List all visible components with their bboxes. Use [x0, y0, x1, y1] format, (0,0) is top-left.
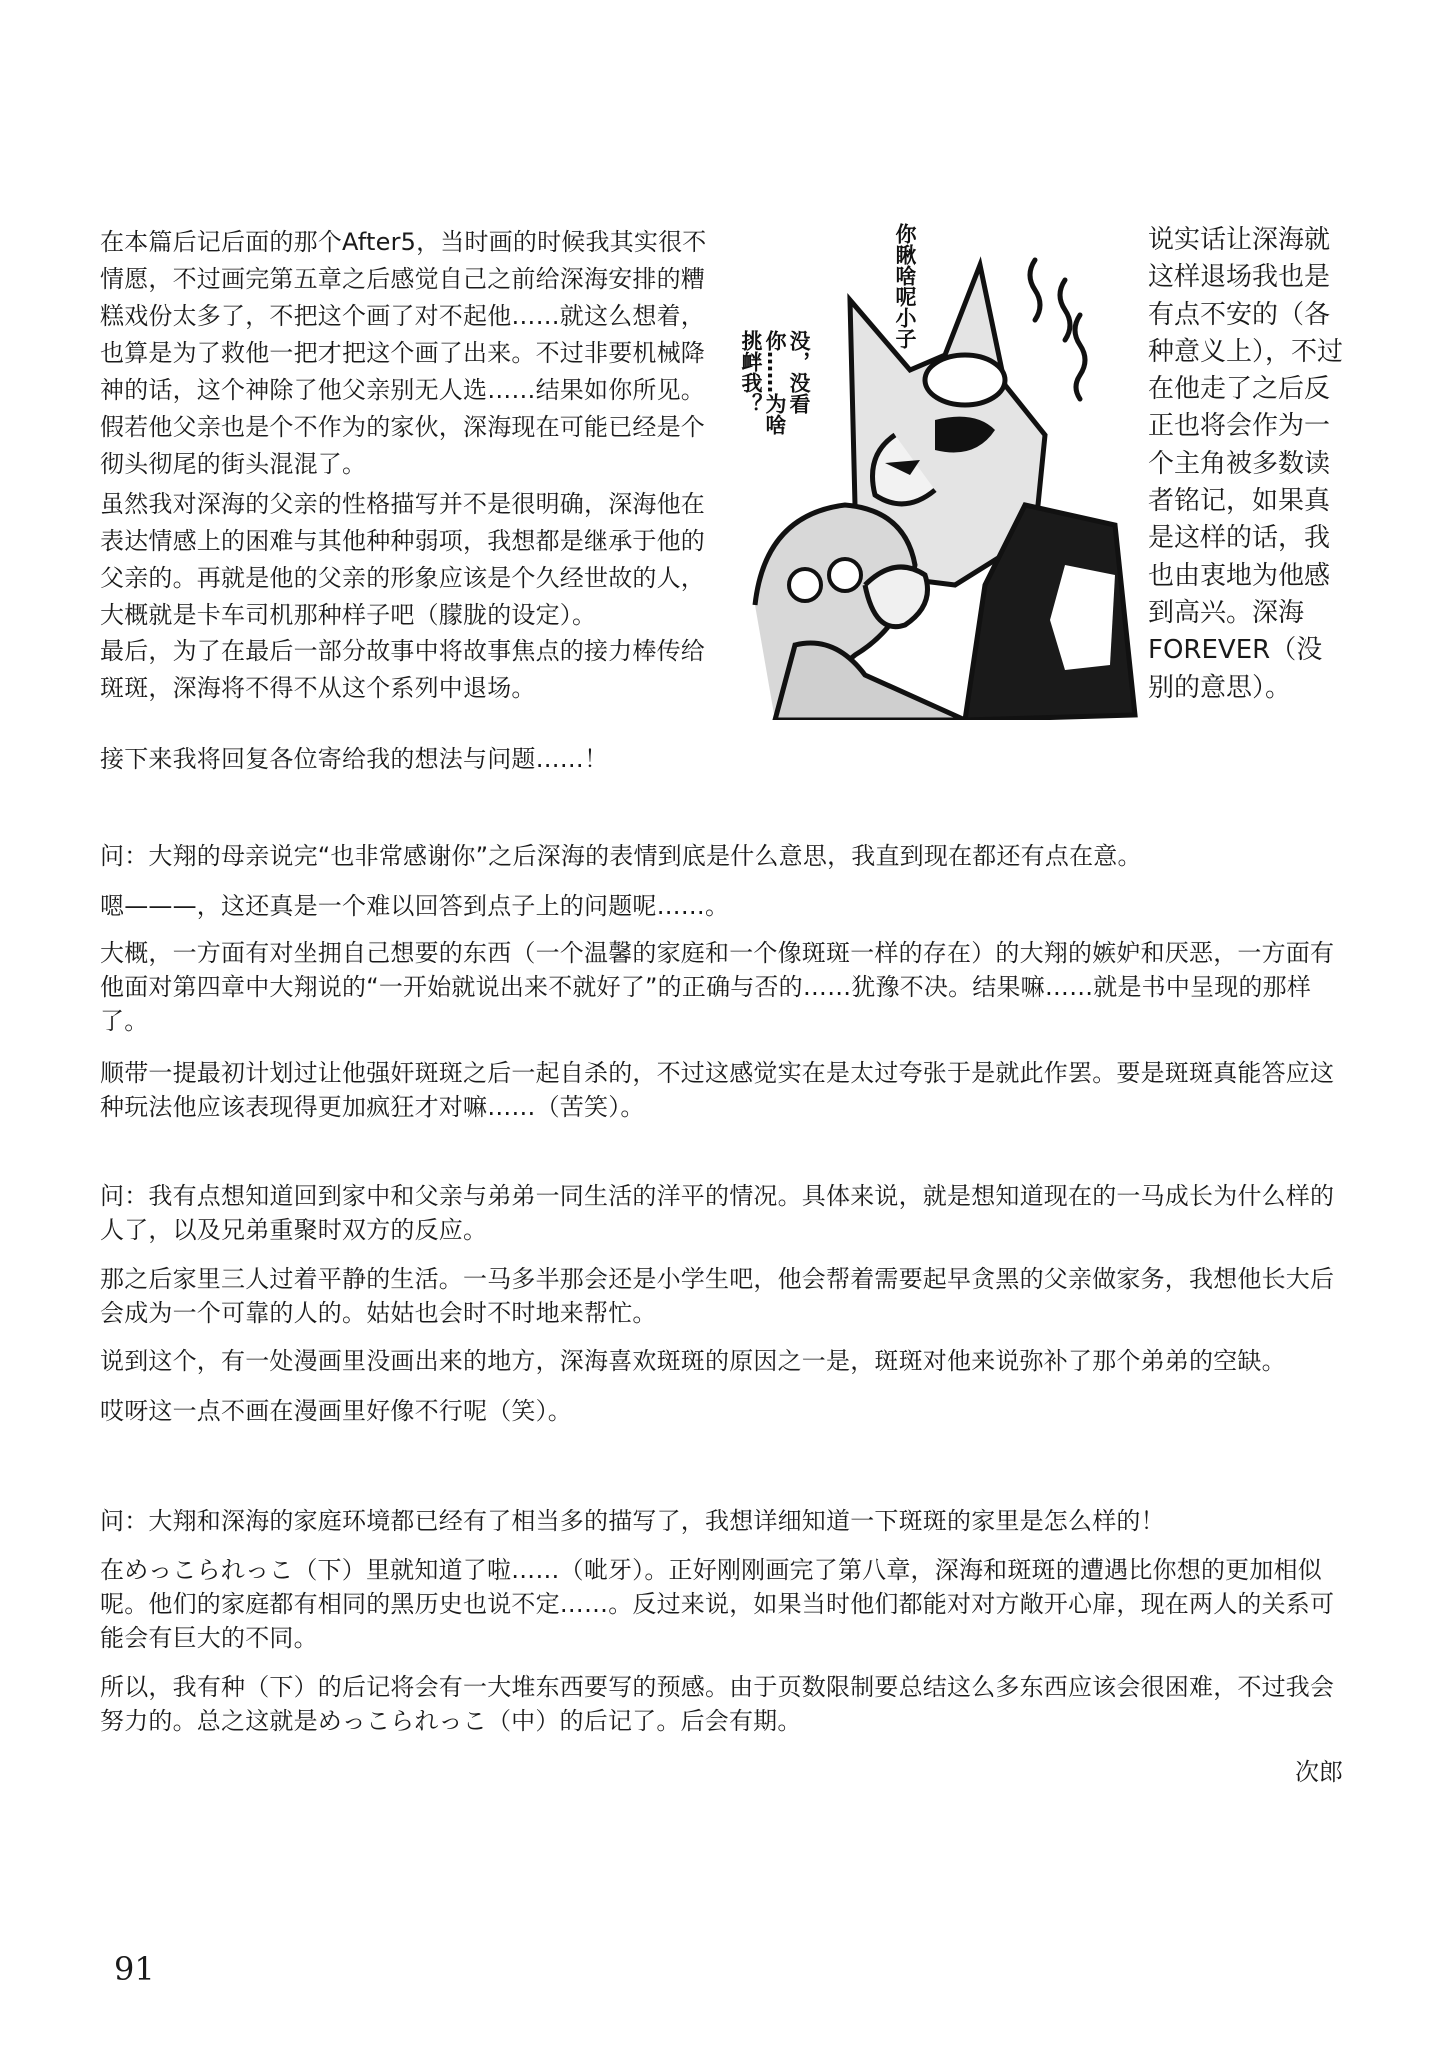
intro-paragraph-3: 最后，为了在最后一部分故事中将故事焦点的接力棒传给斑斑，深海将不得不从这个系列中退场。	[100, 637, 705, 702]
answer-2-paragraph-2: 说到这个，有一处漫画里没画出来的地方，深海喜欢斑斑的原因之一是，斑斑对他来说弥补了那个弟弟的空缺。	[100, 1347, 1286, 1375]
page-number: 91	[114, 1950, 155, 1988]
answer-1-paragraph-3: 顺带一提最初计划过让他强奸斑斑之后一起自杀的，不过这感觉实在是太过夸张于是就此作罢。要是斑斑真能答应这种玩法他应该表现得更加疯狂才对嘛……（苦笑）。	[100, 1059, 1335, 1121]
speech-line: 你瞅啥呢	[893, 223, 917, 307]
intro-paragraph-2: 虽然我对深海的父亲的性格描写并不是很明确，深海他在表达情感上的困难与其他种种弱项，我想都是继承于他的父亲的。再就是他的父亲的形象应该是个久经世故的人，大概就是卡车司机那种样子吧（朦胧的设定）。	[100, 490, 705, 629]
speech-line: 为啥挑衅	[739, 330, 787, 435]
answer-3-paragraph-1: 在めっこられっこ（下）里就知道了啦……（呲牙）。正好刚刚画完了第八章，深海和斑斑的遭遇比你想的更加相似呢。他们的家庭都有相同的黑历史也说不定……。反过来说，如果当时他们都能对对方敞开心扉，现在两人的关系可能会有巨大的不同。	[100, 1556, 1335, 1652]
manga-illustration	[735, 205, 1145, 720]
intro-paragraph-1: 在本篇后记后面的那个After5，当时画的时候我其实很不情愿，不过画完第五章之后感觉自己之前给深海安排的糟糕戏份太多了，不把这个画了对不起他……就这么想着，也算是为了救他一把才把这个画了出来。不过非要机械降神的话，这个神除了他父亲别无人选……结果如你所见。假若他父亲也是个不作为的家伙，深海现在可能已经是个彻头彻尾的街头混混了。	[100, 228, 707, 478]
answer-2-paragraph-1: 那之后家里三人过着平静的生活。一马多半那会还是小学生吧，他会帮着需要起早贪黑的父亲做家务，我想他长大后会成为一个可靠的人的。姑姑也会时不时地来帮忙。	[100, 1265, 1335, 1327]
speech-line: 你……	[763, 330, 787, 393]
question-3: 问：大翔和深海的家庭环境都已经有了相当多的描写了，我想详细知道一下斑斑的家里是怎么样的！	[100, 1507, 1165, 1535]
author-signature: 次郎	[1295, 1758, 1343, 1786]
intro-paragraph-4: 接下来我将回复各位寄给我的想法与问题……！	[100, 745, 609, 773]
question-2: 问：我有点想知道回到家中和父亲与弟弟一同生活的洋平的情况。具体来说，就是想知道现在的一马成长为什么样的人了，以及兄弟重聚时双方的反应。	[100, 1182, 1335, 1244]
speech-line: 没，没看	[787, 330, 811, 414]
character-drawing	[735, 205, 1145, 720]
answer-1-paragraph-2: 大概，一方面有对坐拥自己想要的东西（一个温馨的家庭和一个像斑斑一样的存在）的大翔的嫉妒和厌恶，一方面有他面对第四章中大翔说的“一开始就说出来不就好了”的正确与否的……犹豫不决。结果嘛……就是书中呈现的那样了。	[100, 939, 1335, 1035]
speech-line: 小子	[893, 307, 917, 349]
speech-bubble-2	[739, 330, 811, 440]
question-1: 问：大翔的母亲说完“也非常感谢你”之后深海的表情到底是什么意思，我直到现在都还有点在意。	[100, 842, 1142, 870]
speech-bubble-1	[893, 223, 917, 349]
answer-2-paragraph-3: 哎呀这一点不画在漫画里好像不行呢（笑）。	[100, 1397, 572, 1425]
answer-3-paragraph-2: 所以，我有种（下）的后记将会有一大堆东西要写的预感。由于页数限制要总结这么多东西应该会很困难，不过我会努力的。总之这就是めっこられっこ（中）的后记了。后会有期。	[100, 1673, 1335, 1735]
answer-1-paragraph-1: 嗯———，这还真是一个难以回答到点子上的问题呢……。	[100, 892, 730, 920]
speech-line: 我？	[739, 372, 763, 414]
side-note: 说实话让深海就这样退场我也是有点不安的（各种意义上），不过在他走了之后反正也将会作为一个主角被多数读者铭记，如果真是这样的话，我也由衷地为他感到高兴。深海FOREVER（没别的意思）。	[1148, 225, 1344, 703]
